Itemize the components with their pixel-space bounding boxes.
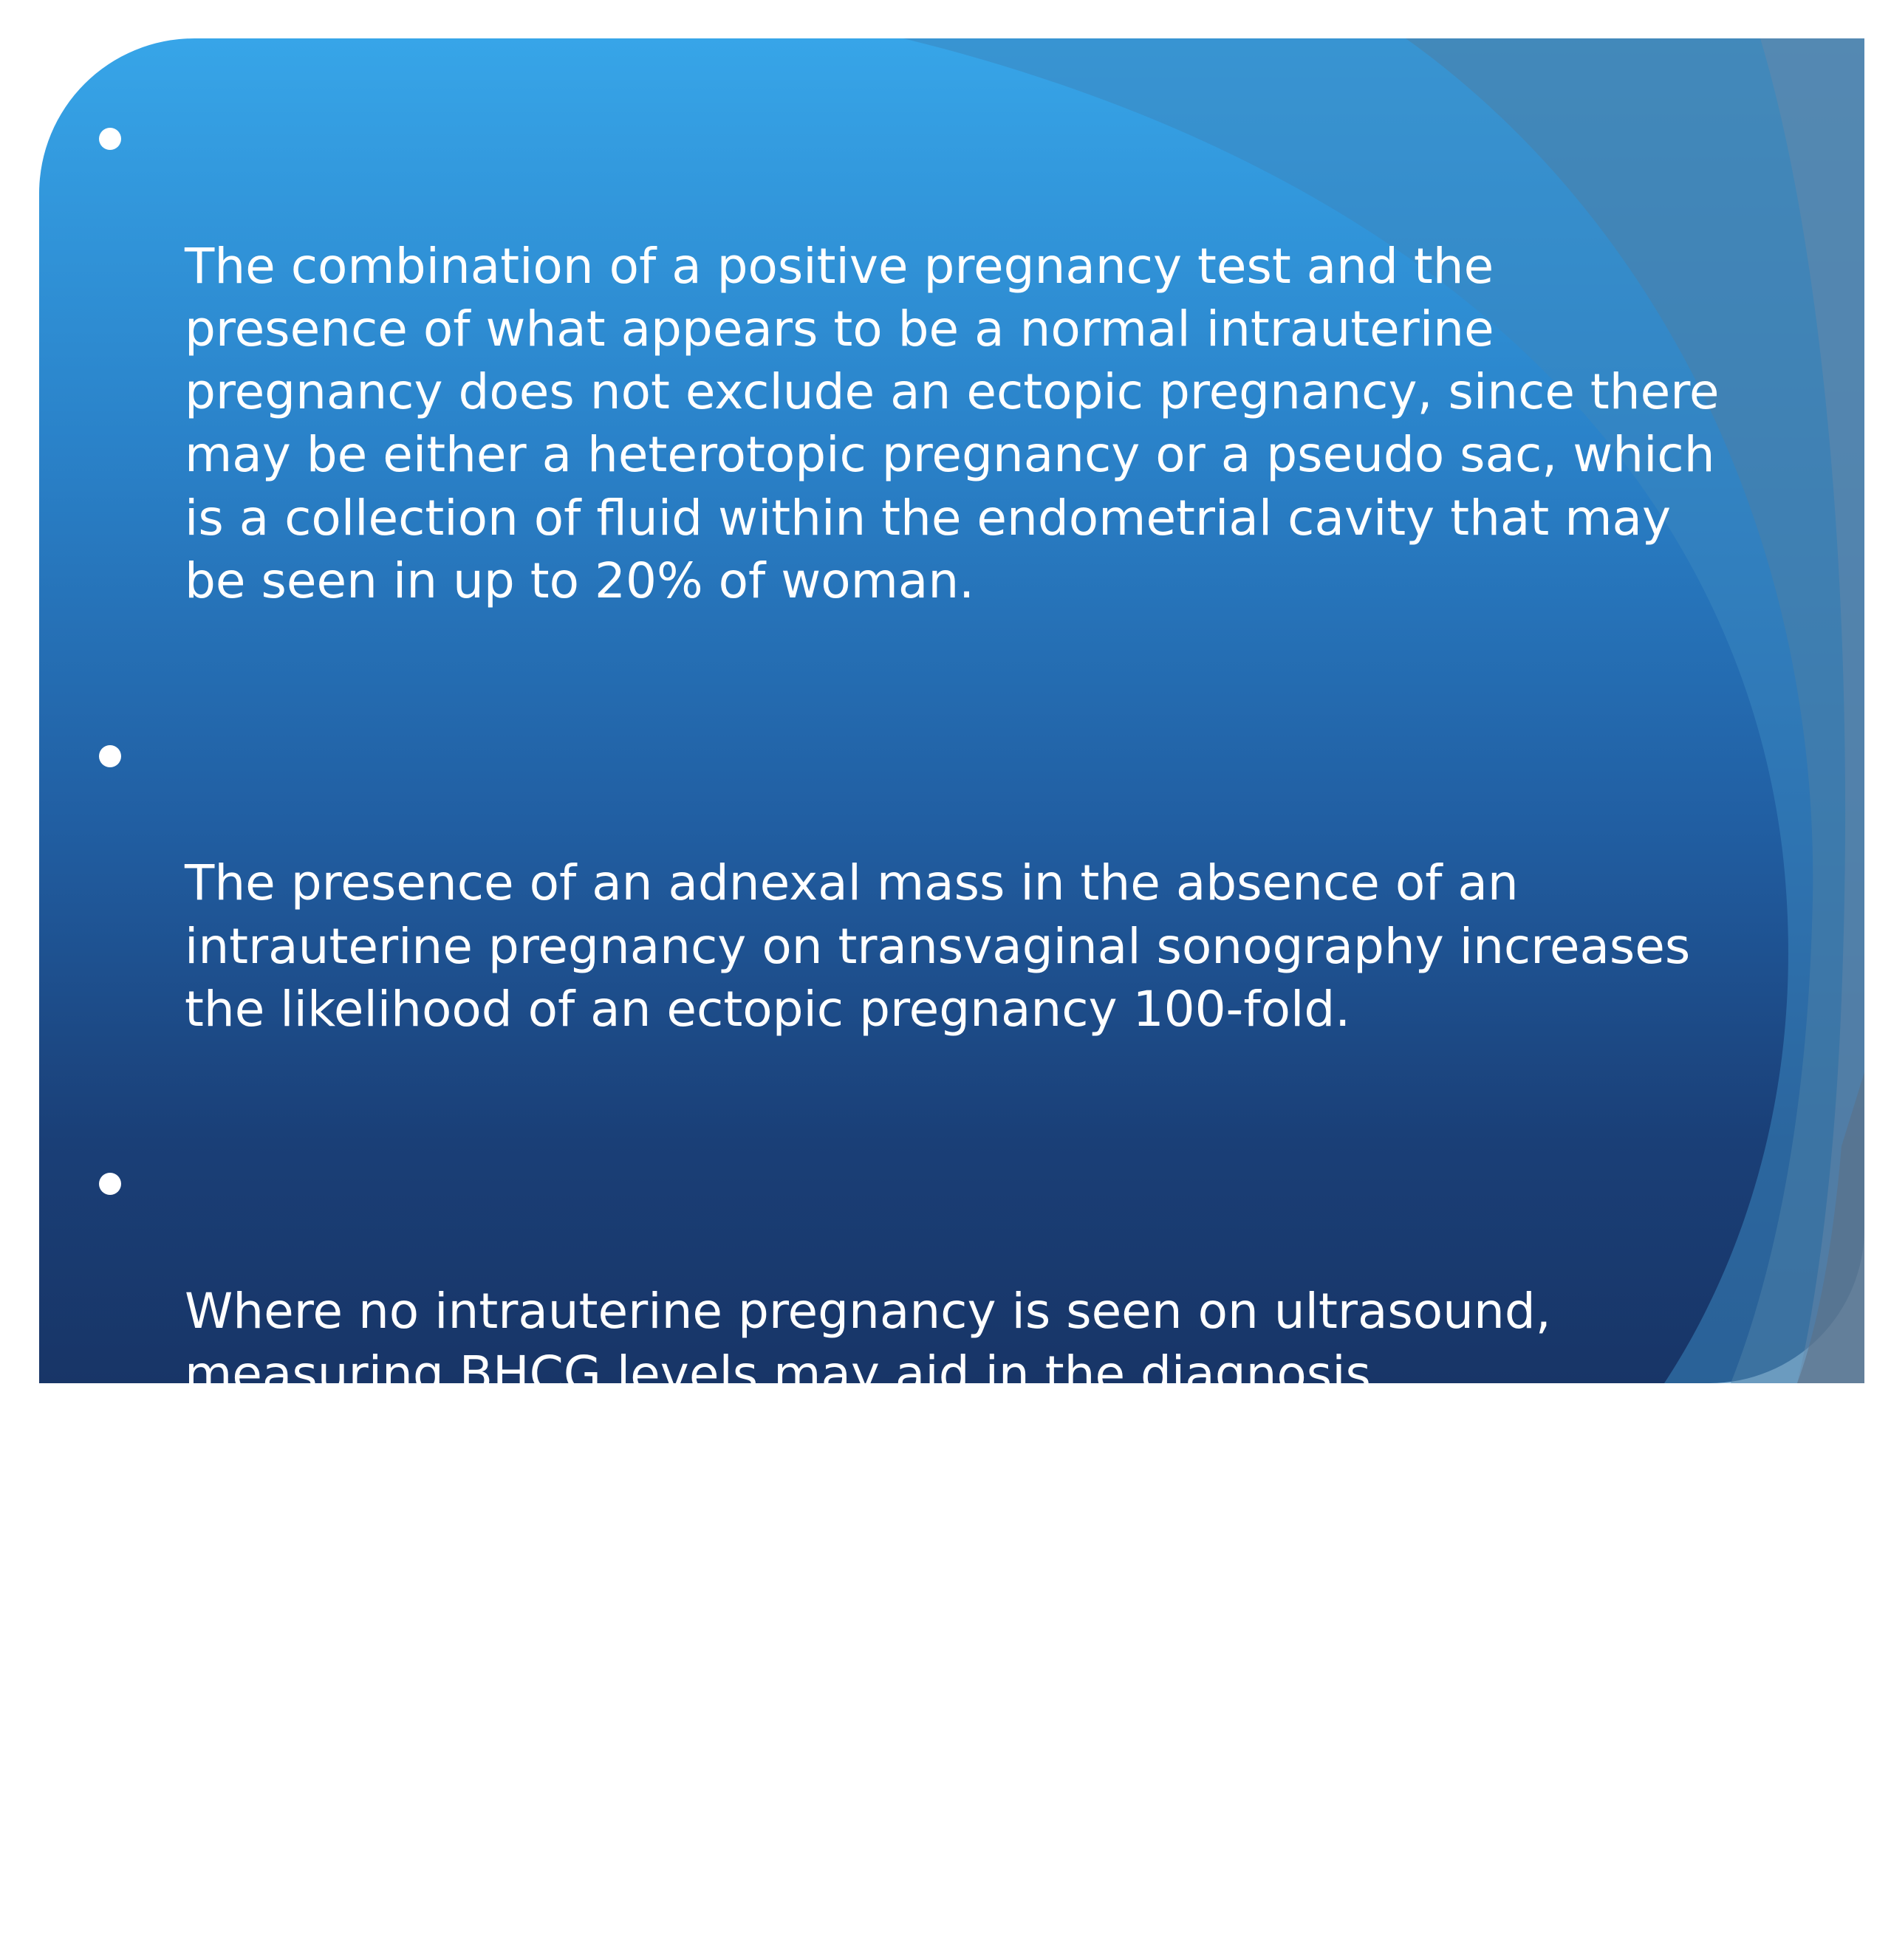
- bullet-dot-icon: [99, 128, 121, 150]
- bullet-list: [91, 109, 1834, 1960]
- bullet-text: Where no intrauterine pregnancy is seen on ultrasound, measuring BHCG levels may aid in the diagnosis.: [185, 1283, 1551, 1403]
- bullet-dot-icon: [99, 745, 121, 767]
- bullet-item: [91, 109, 1834, 676]
- bullet-text: Other diagnostic methods include laparoscopy and laparotomy which can also be performed to visually confirm an ectopic pregnancy. This is generally reserved for women presenting with signs of an acute abdomen and / or hypovolemic shock.: [185, 1648, 1723, 1894]
- slide: [39, 38, 1864, 1894]
- bullet-item: [91, 1519, 1834, 1960]
- bullet-dot-icon: [99, 1173, 121, 1195]
- bullet-item: [91, 726, 1834, 1104]
- bullet-item: [91, 1154, 1834, 1468]
- bullet-dot-icon: [99, 1538, 121, 1560]
- bullet-text: The combination of a positive pregnancy test and the presence of what appears to be a normal intrauterine pregnancy does not exclude an ectopic pregnancy, since there may be either a heterotopic pregnancy or a pseudo sac, which is a collection of fluid within the endometrial cavity that may be seen in up to 20% of woman.: [185, 237, 1720, 610]
- bullet-text: The presence of an adnexal mass in the absence of an intrauterine pregnancy on transvaginal sonography increases the likelihood of an ectopic pregnancy 100-fold.: [185, 854, 1691, 1038]
